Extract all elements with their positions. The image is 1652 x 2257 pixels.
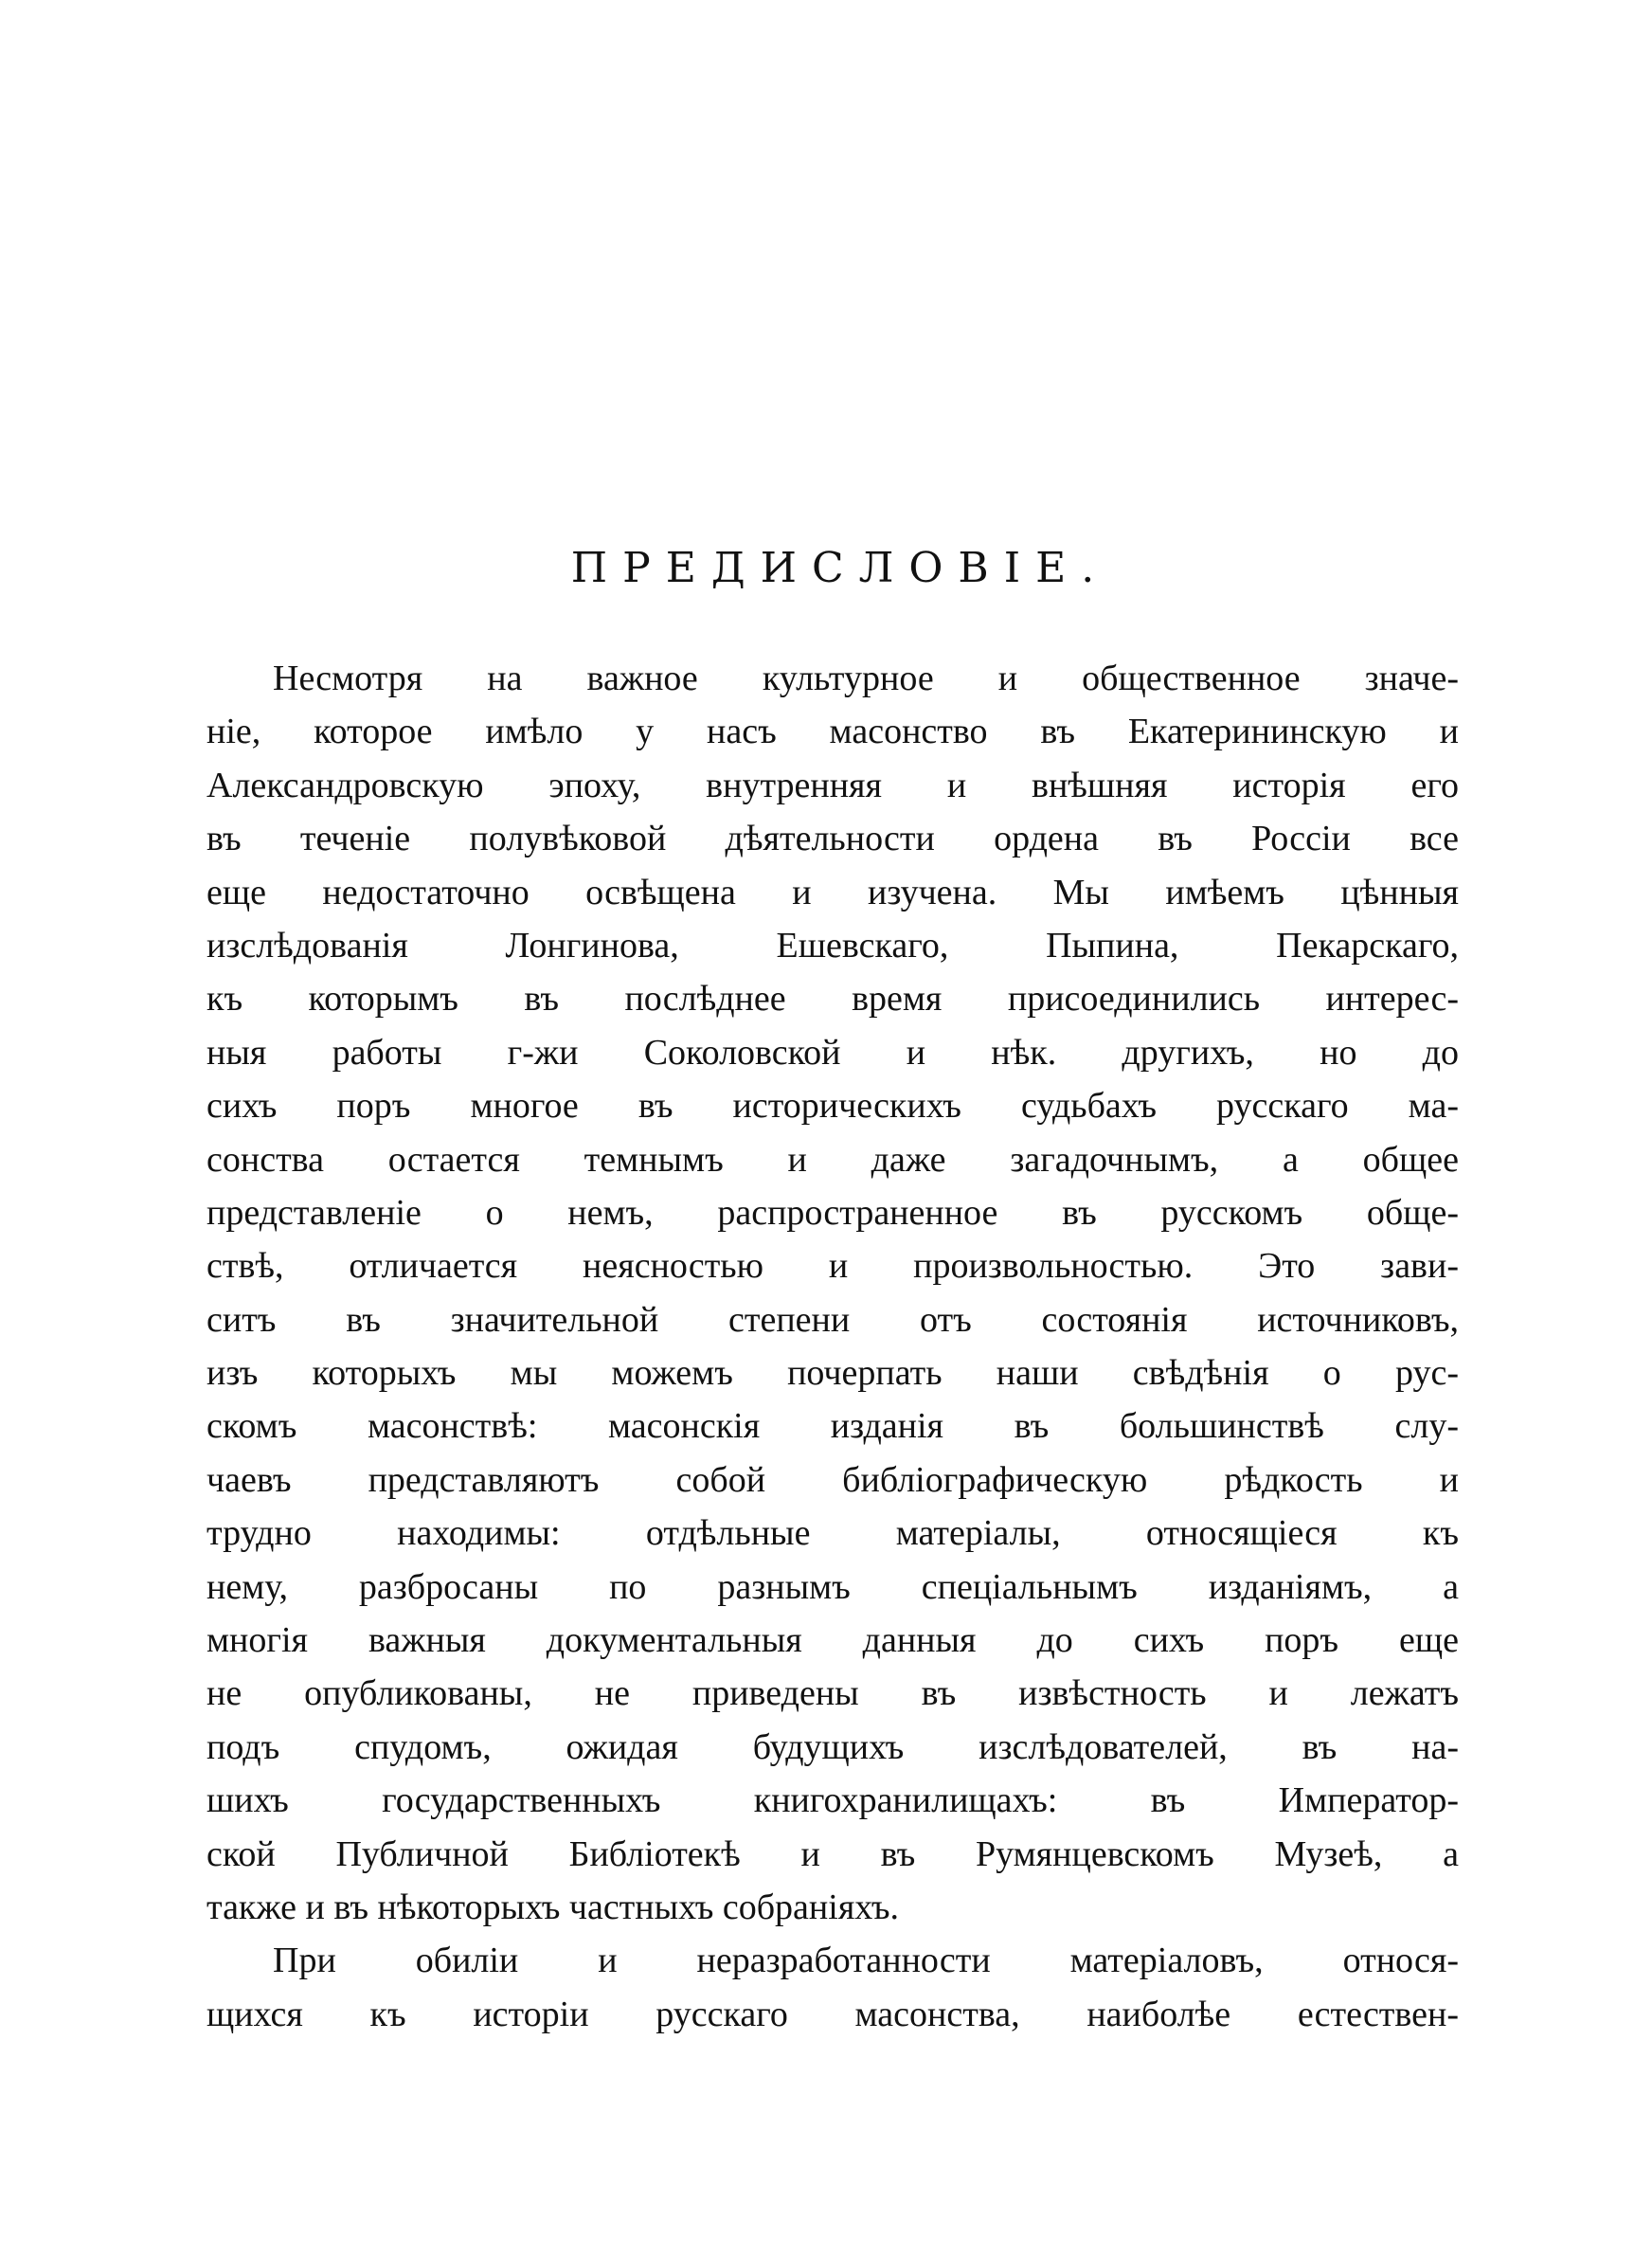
text-line: ской Публичной Библіотекѣ и въ Румянцевскомъ Музеѣ, а <box>206 1833 1459 1874</box>
text-line: трудно находимы: отдѣльные матеріалы, относящіеся къ <box>206 1513 1459 1554</box>
text-line: представленіе о немъ, распространенное въ русскомъ обще- <box>206 1192 1459 1233</box>
text-line: въ теченіе полувѣковой дѣятельности ордена въ Россіи все <box>206 819 1459 859</box>
text-line: ствѣ, отличается неясностью и произвольностью. Это зави- <box>206 1246 1459 1287</box>
text-line: сонства остается темнымъ и даже загадочнымъ, а общее <box>206 1139 1459 1180</box>
text-line: также и въ нѣкоторыхъ частныхъ собраніяхъ. <box>206 1887 899 1927</box>
text-line: къ которымъ въ послѣднее время присоединились интерес- <box>206 979 1459 1020</box>
text-line: многія важныя документальныя данныя до сихъ поръ еще <box>206 1620 1459 1661</box>
text-line: При обиліи и неразработанности матеріаловъ, относя- <box>273 1941 1459 1981</box>
text-line: Александровскую эпоху, внутренняя и внѣшняя исторія его <box>206 765 1459 805</box>
text-line: не опубликованы, не приведены въ извѣстность и лежатъ <box>206 1673 1459 1714</box>
page-title: ПРЕДИСЛОВІЕ. <box>570 544 1110 592</box>
text-line: ныя работы г-жи Соколовской и нѣк. другихъ, но до <box>206 1032 1459 1073</box>
text-line: подъ спудомъ, ожидая будущихъ изслѣдователей, въ на- <box>206 1726 1459 1767</box>
text-line: ніе, которое имѣло у насъ масонство въ Екатерининскую и <box>206 712 1459 752</box>
text-line: еще недостаточно освѣщена и изучена. Мы имѣемъ цѣнныя <box>206 872 1459 912</box>
text-line: скомъ масонствѣ: масонскія изданія въ большинствѣ слу- <box>206 1406 1459 1447</box>
text-line: изъ которыхъ мы можемъ почерпать наши свѣдѣнія о рус- <box>206 1353 1459 1394</box>
text-line: чаевъ представляютъ собой библіографическую рѣдкость и <box>206 1459 1459 1500</box>
text-line: шихъ государственныхъ книгохранилищахъ: въ Император- <box>206 1780 1459 1821</box>
text-line: ситъ въ значительной степени отъ состоянія источниковъ, <box>206 1299 1459 1340</box>
text-line: Несмотря на важное культурное и общественное значе- <box>273 659 1459 698</box>
text-line: щихся къ исторіи русскаго масонства, наиболѣе естествен- <box>206 1994 1459 2034</box>
text-line: нему, разбросаны по разнымъ спеціальнымъ изданіямъ, а <box>206 1566 1459 1607</box>
text-line: сихъ поръ многое въ историческихъ судьбахъ русскаго ма- <box>206 1086 1459 1127</box>
text-line: изслѣдованія Лонгинова, Ешевскаго, Пыпина, Пекарскаго, <box>206 925 1459 966</box>
preface-body <box>206 652 1459 2041</box>
